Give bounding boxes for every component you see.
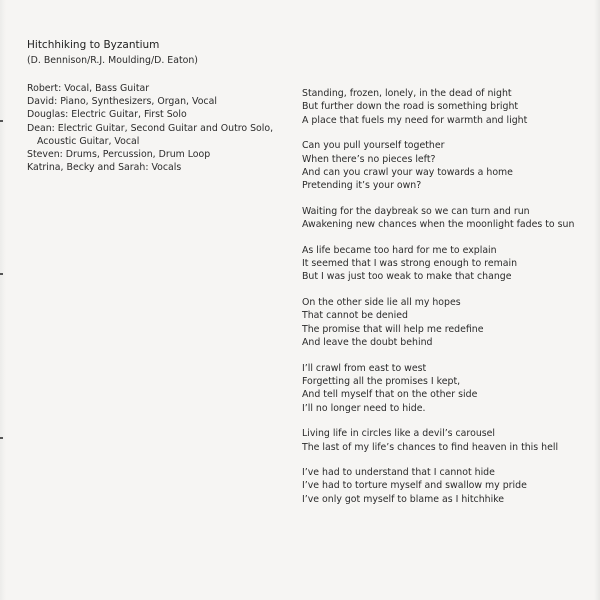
lyric-line: That cannot be denied [302, 310, 408, 322]
lyrics-stanza [302, 466, 594, 506]
lyric-line: It seemed that I was strong enough to remain [302, 258, 518, 270]
lyric-line: And can you crawl your way towards a home [302, 167, 513, 179]
lyrics-stanza [302, 205, 594, 232]
song-info-column [27, 38, 297, 174]
personnel-line: Katrina, Becky and Sarah: Vocals [27, 162, 182, 174]
lyric-line: Standing, frozen, lonely, in the dead of night [302, 88, 512, 99]
lyric-line: Pretending it’s your own? [302, 180, 422, 192]
personnel-line: Dean: Electric Guitar, Second Guitar and Outro Solo, [27, 122, 274, 134]
lyric-line: On the other side lie all my hopes [302, 296, 461, 308]
lyric-line: But I was just too weak to make that change [302, 271, 512, 283]
personnel-line: Steven: Drums, Percussion, Drum Loop [27, 149, 211, 161]
lyrics-stanza [302, 362, 594, 416]
lyrics-stanza [302, 296, 594, 350]
lyric-line: I’ve had to torture myself and swallow my pride [302, 480, 527, 492]
songwriter-credits: (D. Bennison/R.J. Moulding/D. Eaton) [27, 55, 198, 66]
lyrics-stanza [302, 244, 594, 284]
lyric-line: I’ve only got myself to blame as I hitchhike [302, 493, 505, 505]
lyrics-stanza [302, 139, 594, 193]
personnel-line: David: Piano, Synthesizers, Organ, Vocal [27, 96, 217, 108]
lyric-line: I’ll crawl from east to west [302, 362, 427, 374]
personnel-line: Robert: Vocal, Bass Guitar [27, 83, 150, 94]
lyric-line: I’ll no longer need to hide. [302, 402, 426, 414]
personnel-line: Douglas: Electric Guitar, First Solo [27, 109, 187, 121]
song-title: Hitchhiking to Byzantium [27, 39, 160, 51]
lyric-line: Awakening new chances when the moonlight fades to sun [302, 219, 575, 231]
edge-mark [0, 437, 3, 439]
lyrics-stanza [302, 87, 594, 127]
lyric-line: I’ve had to understand that I cannot hide [302, 466, 495, 478]
lyric-line: But further down the road is something bright [302, 101, 519, 113]
lyric-line: As life became too hard for me to explain [302, 244, 497, 256]
personnel-line: Acoustic Guitar, Vocal [37, 135, 140, 147]
lyric-line: Waiting for the daybreak so we can turn and run [302, 205, 530, 217]
lyric-line: Can you pull yourself together [302, 140, 445, 152]
lyric-line: Forgetting all the promises I kept, [302, 375, 461, 387]
lyric-line: Living life in circles like a devil’s carousel [302, 428, 496, 440]
lyrics-stanza [302, 427, 594, 454]
lyric-line: When there’s no pieces left? [302, 153, 436, 165]
personnel-list [27, 82, 297, 174]
lyric-line: A place that fuels my need for warmth and light [302, 114, 528, 126]
lyric-line: The last of my life’s chances to find heaven in this hell [302, 441, 559, 453]
edge-mark [0, 120, 3, 122]
edge-mark [0, 273, 3, 275]
lyric-line: And leave the doubt behind [302, 337, 433, 349]
lyrics-column [302, 87, 594, 518]
lyric-line: And tell myself that on the other side [302, 389, 478, 401]
lyric-line: The promise that will help me redefine [302, 323, 484, 335]
